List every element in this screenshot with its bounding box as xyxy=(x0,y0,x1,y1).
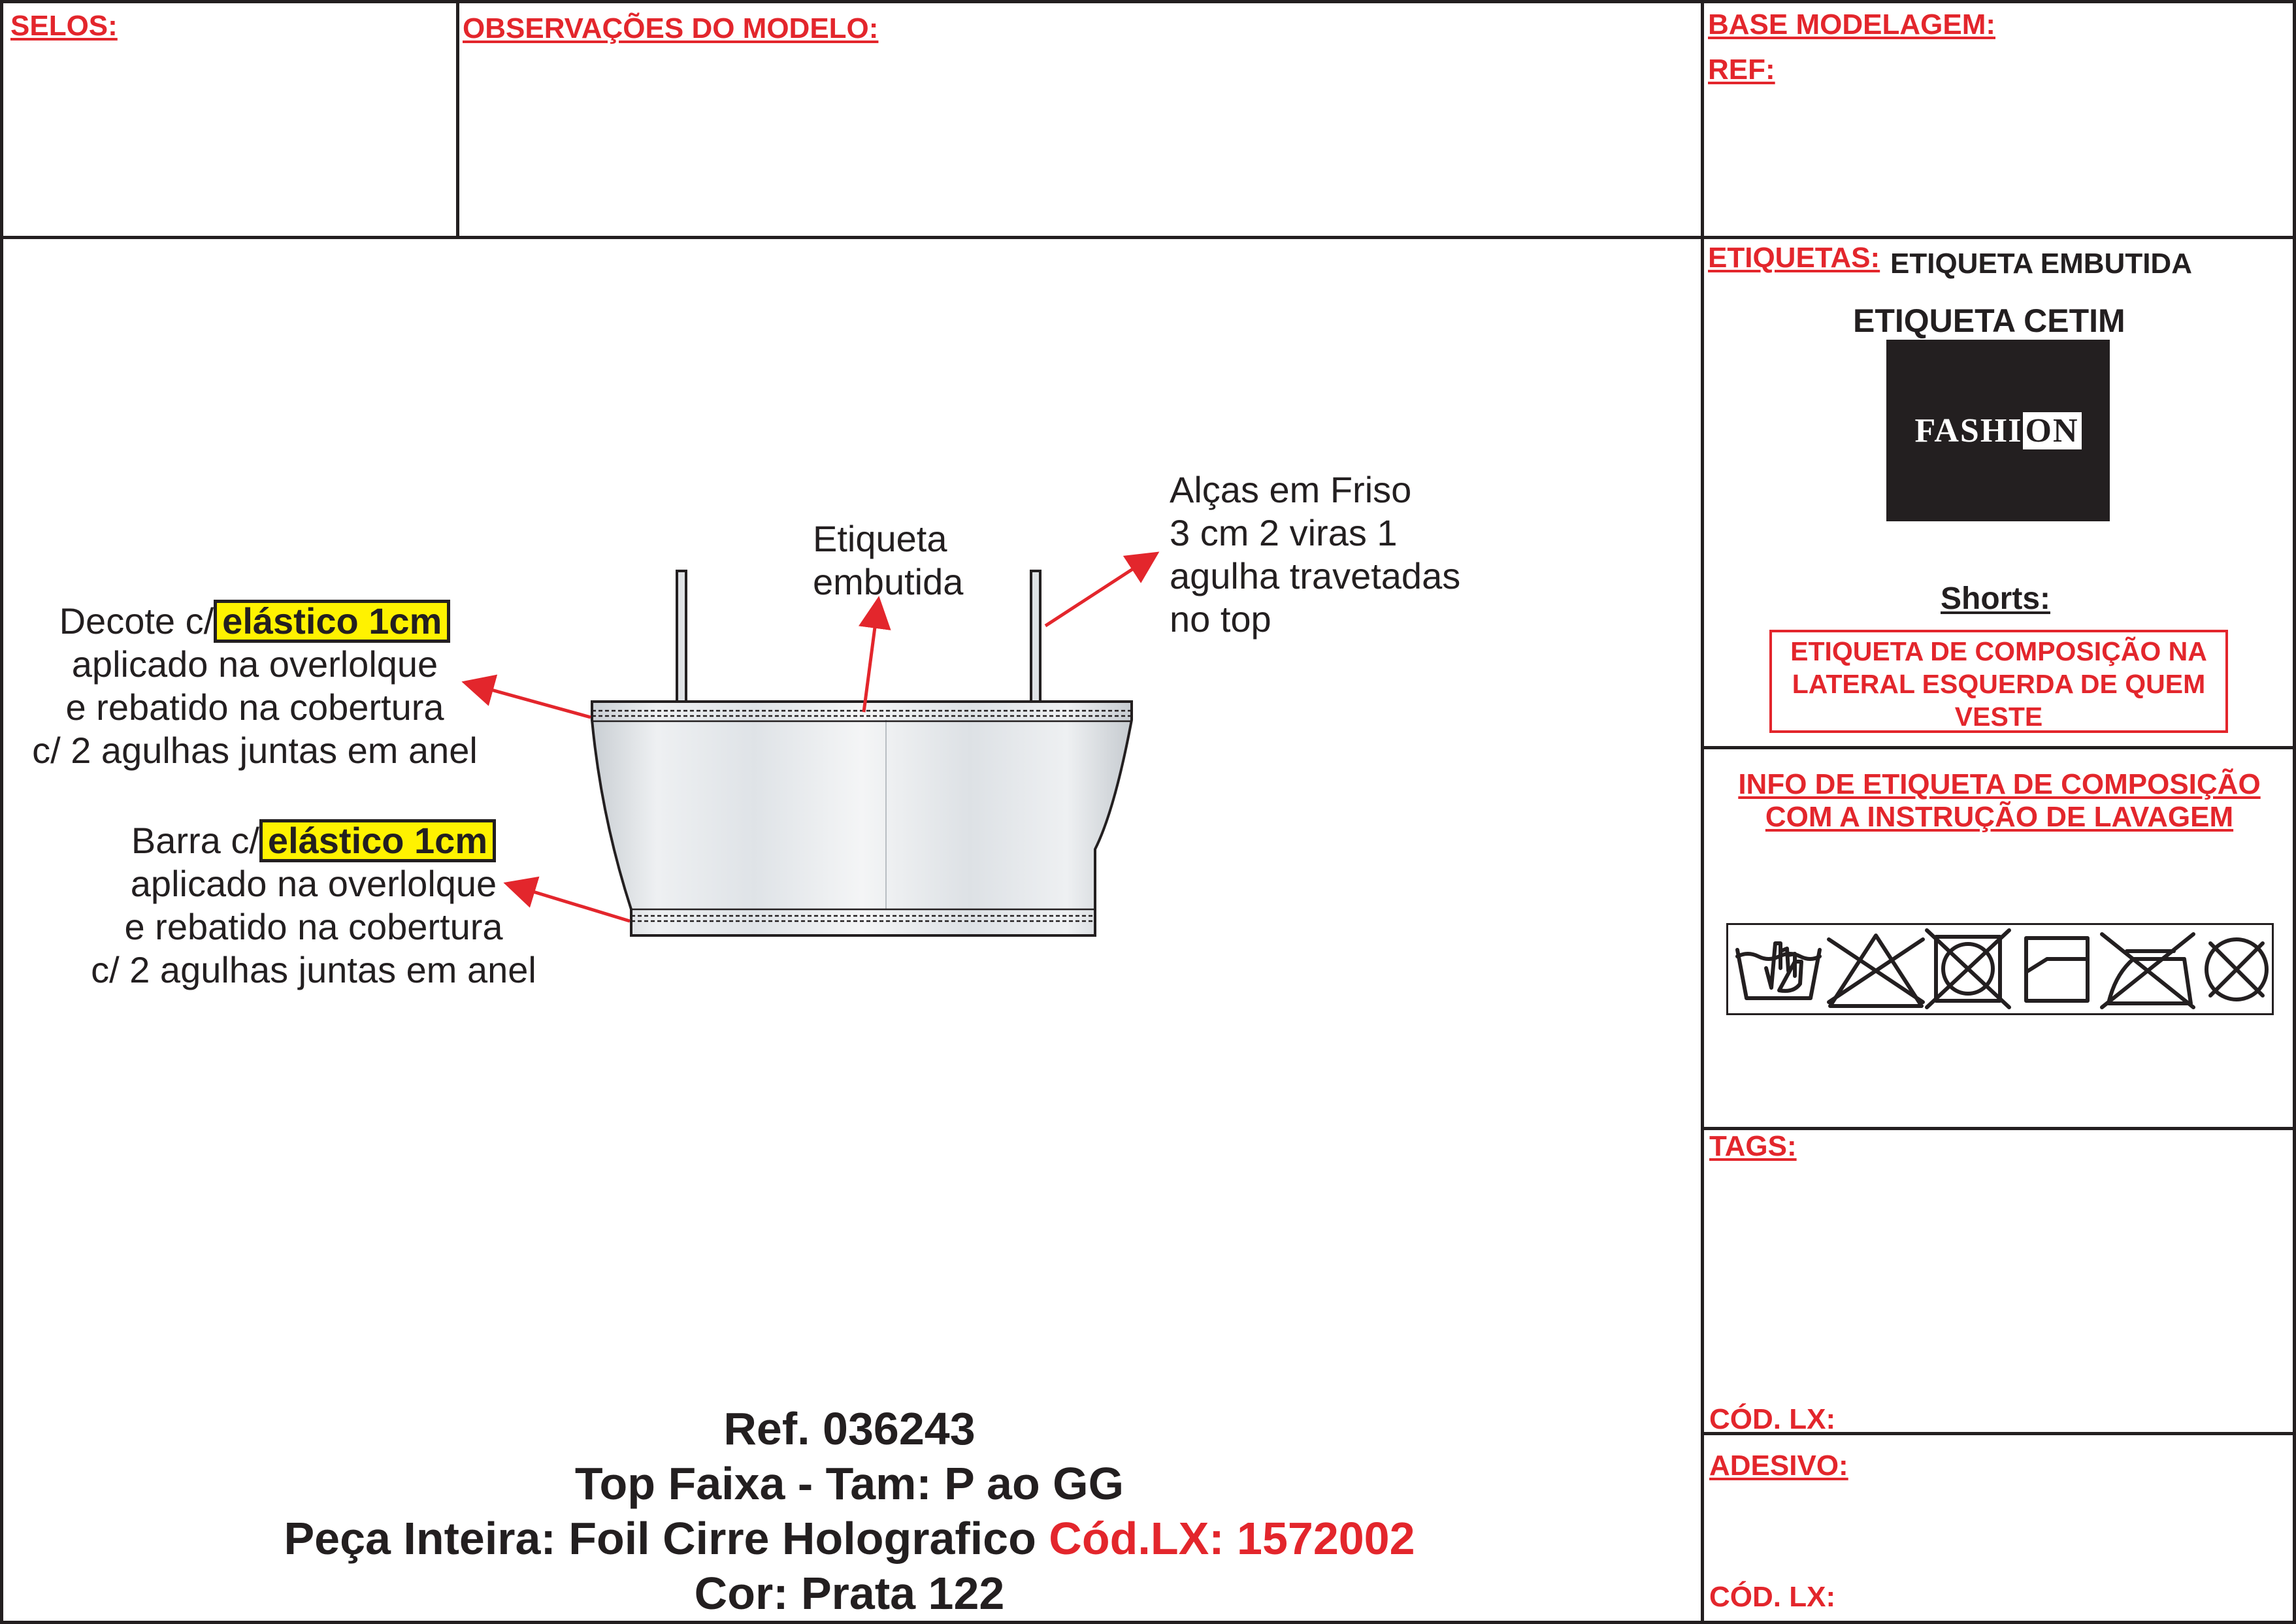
etiqueta-note xyxy=(813,517,963,604)
arrow-etiqueta xyxy=(864,602,878,712)
product-info xyxy=(196,1401,1503,1621)
cod-lx-label-2: CÓD. LX: xyxy=(1709,1581,1836,1613)
fashion-logo-text: FASHION xyxy=(1914,412,2081,450)
composicao-line-2: LATERAL ESQUERDA DE QUEM xyxy=(1792,669,2206,699)
care-symbols-box xyxy=(1726,923,2274,1015)
composicao-box xyxy=(1769,630,2228,733)
arrow-alcas xyxy=(1045,555,1154,626)
sidebar-divider xyxy=(1701,0,1704,1624)
composicao-line-1: ETIQUETA DE COMPOSIÇÃO NA xyxy=(1790,636,2207,666)
product-color: Cor: Prata 122 xyxy=(694,1568,1005,1619)
shorts-label: Shorts: xyxy=(1941,581,2050,616)
do-not-dry-clean-icon xyxy=(2206,939,2267,999)
info-line-2: COM A INSTRUÇÃO DE LAVAGEM xyxy=(1765,801,2234,833)
decote-highlight: elástico 1cm xyxy=(214,600,450,643)
strap-left xyxy=(677,571,686,702)
etiqueta-line-2: embutida xyxy=(813,561,964,602)
do-not-tumble-dry-icon xyxy=(1927,930,2009,1007)
tags-label: TAGS: xyxy=(1709,1130,1797,1162)
barra-highlight: elástico 1cm xyxy=(259,819,496,862)
product-code: Cód.LX: 1572002 xyxy=(1049,1513,1415,1564)
alcas-note xyxy=(1170,468,1460,641)
ref-label: REF: xyxy=(1708,54,1775,86)
line-dry-icon xyxy=(2026,938,2088,1001)
do-not-bleach-icon xyxy=(1829,935,1923,1006)
alcas-line-3: agulha travetadas xyxy=(1170,555,1461,596)
info-line-1: INFO DE ETIQUETA DE COMPOSIÇÃO xyxy=(1738,768,2261,800)
adesivo-label: ADESIVO: xyxy=(1709,1450,1848,1482)
barra-line-3: e rebatido na cobertura xyxy=(124,906,503,947)
info-label xyxy=(1705,768,2293,834)
strap-right xyxy=(1031,571,1040,702)
product-name: Top Faixa - Tam: P ao GG xyxy=(574,1458,1124,1509)
decote-line-2: aplicado na overlolque xyxy=(71,643,438,685)
top-faixa-body xyxy=(592,702,1132,935)
cod-lx-label-1: CÓD. LX: xyxy=(1709,1403,1836,1435)
base-modelagem-label: BASE MODELAGEM: xyxy=(1708,8,1995,41)
product-material-line xyxy=(196,1511,1503,1566)
etiqueta-cetim-title: ETIQUETA CETIM xyxy=(1853,302,2125,339)
decote-line-3: e rebatido na cobertura xyxy=(65,687,444,728)
fashion-label-logo xyxy=(1886,340,2110,521)
etiqueta-line-1: Etiqueta xyxy=(813,518,947,559)
alcas-line-1: Alças em Friso xyxy=(1170,469,1412,510)
sidebar-row-divider-1 xyxy=(1701,746,2296,749)
selos-label: SELOS: xyxy=(10,10,118,42)
alcas-line-2: 3 cm 2 viras 1 xyxy=(1170,512,1398,553)
do-not-iron-icon xyxy=(2102,934,2193,1007)
barra-note xyxy=(72,819,555,992)
barra-line-1: Barra c/ elástico 1cm xyxy=(72,819,555,862)
etiquetas-label: ETIQUETAS: xyxy=(1708,242,1880,274)
decote-line-1: Decote c/ elástico 1cm xyxy=(13,600,497,643)
product-material: Peça Inteira: Foil Cirre Holografico xyxy=(284,1513,1036,1564)
product-ref: Ref. 036243 xyxy=(723,1403,976,1454)
hand-wash-icon xyxy=(1737,943,1820,998)
etiquetas-value: ETIQUETA EMBUTIDA xyxy=(1890,248,2192,280)
barra-line-4: c/ 2 agulhas juntas em anel xyxy=(91,949,536,990)
care-symbols xyxy=(1728,925,2272,1013)
composicao-line-3: VESTE xyxy=(1954,702,2043,732)
observacoes-label: OBSERVAÇÕES DO MODELO: xyxy=(463,12,879,44)
decote-line-4: c/ 2 agulhas juntas em anel xyxy=(32,730,478,771)
decote-note xyxy=(13,600,497,772)
alcas-line-4: no top xyxy=(1170,598,1271,640)
barra-line-2: aplicado na overlolque xyxy=(130,863,497,904)
